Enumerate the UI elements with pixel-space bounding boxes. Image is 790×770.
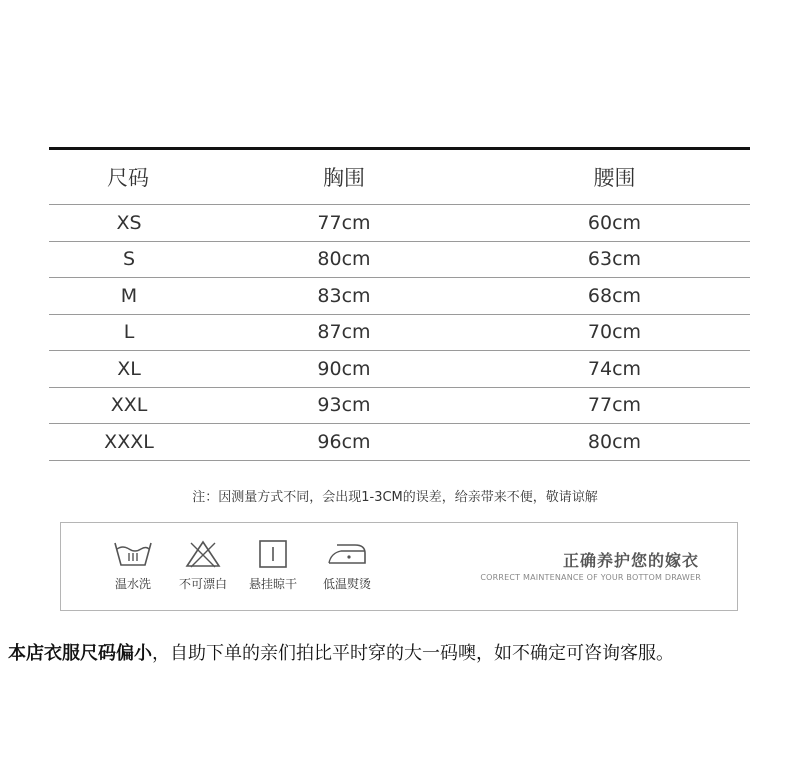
care-item-no-bleach — [163, 539, 243, 592]
footer-text: ，自助下单的亲们拍比平时穿的大一码噢，如不确定可咨询客服。 — [152, 643, 674, 664]
care-item-hang-dry — [233, 539, 313, 592]
care-instructions-box — [60, 522, 738, 611]
table-row — [49, 424, 750, 461]
warm-wash-icon — [111, 539, 155, 569]
no-bleach-icon — [181, 539, 225, 569]
size-chart-table — [49, 147, 750, 461]
chest-cell: 90cm — [317, 357, 371, 380]
chest-cell: 87cm — [317, 321, 371, 344]
care-label-hang-dry: 悬挂晾干 — [248, 577, 297, 591]
table-header-row — [49, 150, 750, 205]
table-row — [49, 205, 750, 242]
measurement-note: 注：因测量方式不同，会出现1-3CM的误差，给亲带来不便，敬请谅解 — [192, 490, 598, 505]
table-row — [49, 242, 750, 279]
size-cell: XXXL — [104, 430, 154, 453]
size-cell: XXL — [110, 394, 148, 417]
waist-cell: 70cm — [587, 321, 642, 344]
size-cell: M — [120, 284, 138, 307]
hang-dry-icon — [251, 539, 295, 569]
chest-cell: 93cm — [317, 394, 371, 417]
chest-cell: 80cm — [317, 248, 371, 271]
size-cell: L — [123, 321, 135, 344]
care-label-low-iron: 低温熨烫 — [322, 577, 371, 591]
chest-cell: 77cm — [317, 211, 371, 234]
waist-cell: 80cm — [587, 430, 642, 453]
waist-cell: 77cm — [587, 394, 642, 417]
size-advice-footer — [8, 639, 674, 665]
care-label-no-bleach: 不可漂白 — [178, 577, 227, 591]
size-cell: S — [122, 248, 136, 271]
care-item-warm-wash — [93, 539, 173, 592]
table-row — [49, 315, 750, 352]
table-body — [49, 205, 750, 461]
low-iron-icon — [325, 539, 369, 569]
waist-cell: 60cm — [587, 211, 642, 234]
table-row — [49, 278, 750, 315]
header-size: 尺码 — [107, 166, 149, 190]
header-chest: 胸围 — [323, 166, 365, 190]
chest-cell: 83cm — [317, 284, 371, 307]
header-waist: 腰围 — [593, 166, 636, 190]
care-label-warm-wash: 温水洗 — [114, 577, 151, 591]
table-row — [49, 351, 750, 388]
size-cell: XL — [117, 357, 141, 380]
waist-cell: 74cm — [587, 357, 642, 380]
table-row — [49, 388, 750, 425]
care-subtitle: CORRECT MAINTENANCE OF YOUR BOTTOM DRAWER — [480, 573, 701, 582]
footer-emphasis: 本店衣服尺码偏小 — [8, 643, 152, 664]
care-title: 正确养护您的嫁衣 — [562, 551, 699, 570]
chest-cell: 96cm — [317, 430, 371, 453]
waist-cell: 68cm — [587, 284, 642, 307]
waist-cell: 63cm — [587, 248, 642, 271]
size-cell: XS — [116, 211, 142, 234]
care-item-low-iron — [307, 539, 387, 592]
